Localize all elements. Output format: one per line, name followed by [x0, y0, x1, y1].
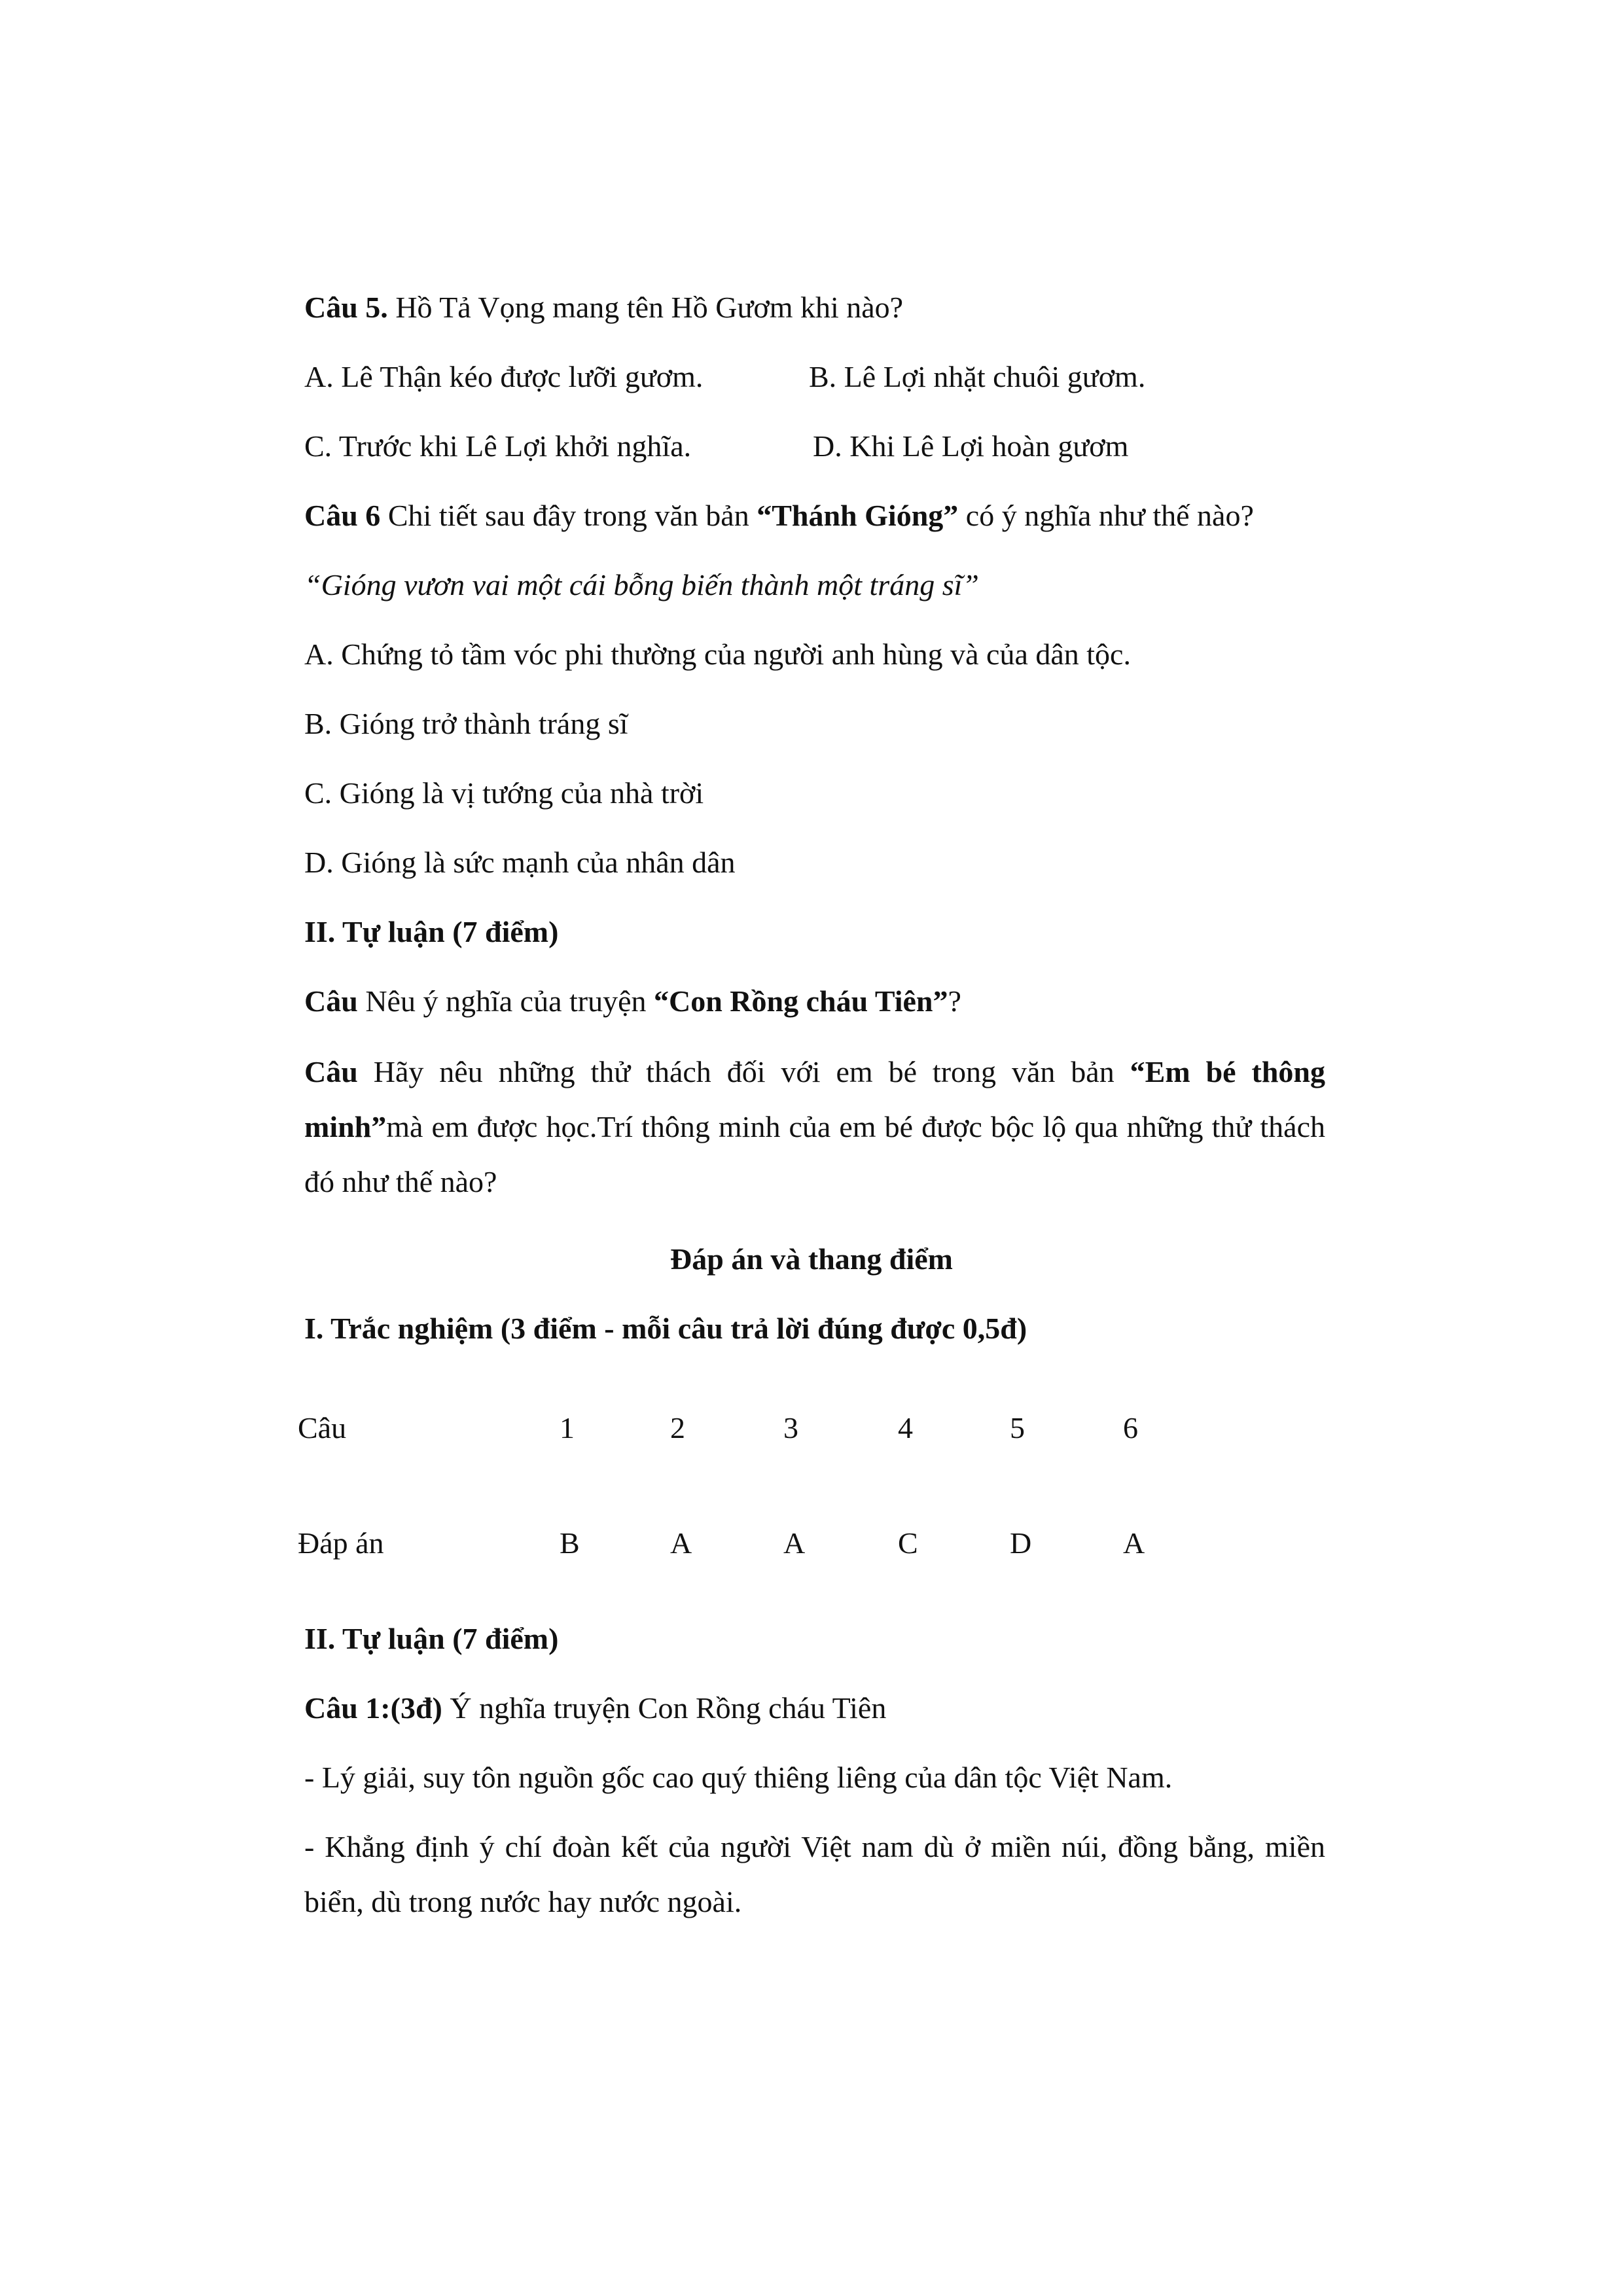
q5-option-c: C. Trước khi Lê Lợi khởi nghĩa. [304, 429, 692, 463]
q5-question [304, 289, 903, 326]
table-number-5: 5 [1010, 1411, 1025, 1444]
table-number-1: 1 [560, 1411, 575, 1444]
table-number-3: 3 [783, 1411, 798, 1444]
q6-text-after: có ý nghĩa như thế nào? [958, 499, 1254, 532]
answer1-text: Ý nghĩa truyện Con Rồng cháu Tiên [442, 1691, 887, 1725]
essay1-title: “Con Rồng cháu Tiên” [654, 984, 948, 1018]
q5-option-d: D. Khi Lê Lợi hoàn gươm [813, 429, 1129, 463]
answer1-label: Câu 1:(3đ) [304, 1691, 442, 1725]
essay2-text-after: mà em được học.Trí thông minh của em bé được bộc lộ qua những thử thách đó như thế nào? [304, 1110, 1325, 1198]
essay-answer-heading: II. Tự luận (7 điểm) [304, 1622, 559, 1655]
table-answer-4: C [898, 1526, 918, 1560]
essay1-text: Nêu ý nghĩa của truyện [357, 984, 654, 1018]
essay-question-1 [304, 983, 961, 1020]
q5-text: Hồ Tả Vọng mang tên Hồ Gươm khi nào? [387, 291, 904, 324]
q5-option-a: A. Lê Thận kéo được lưỡi gươm. [304, 360, 704, 393]
q6-option-d: D. Gióng là sức mạnh của nhân dân [304, 846, 736, 879]
q6-text-before: Chi tiết sau đây trong văn bản [380, 499, 757, 532]
essay2-text-before: Hãy nêu những thử thách đối với em bé trong văn bản [357, 1055, 1130, 1088]
table-number-6: 6 [1123, 1411, 1138, 1444]
essay2-label: Câu [304, 1055, 358, 1088]
table-answer-3: A [783, 1526, 806, 1560]
answer1-heading [304, 1690, 886, 1727]
essay1-label: Câu [304, 984, 358, 1018]
q6-option-c: C. Gióng là vị tướng của nhà trời [304, 776, 704, 810]
essay-heading: II. Tự luận (7 điểm) [304, 915, 559, 948]
q6-question [304, 497, 1254, 534]
essay2-title: “Em bé thông minh” [304, 1055, 1326, 1143]
essay1-end: ? [948, 984, 961, 1018]
q6-title: “Thánh Gióng” [757, 499, 959, 532]
table-number-2: 2 [670, 1411, 685, 1444]
q6-label: Câu 6 [304, 499, 381, 532]
table-answer-5: D [1010, 1526, 1032, 1560]
table-row-label-dap-an: Đáp án [298, 1526, 384, 1560]
mc-heading: I. Trắc nghiệm (3 điểm - mỗi câu trả lời đúng được 0,5đ) [304, 1312, 1027, 1345]
q5-option-b: B. Lê Lợi nhặt chuôi gươm. [809, 360, 1146, 393]
table-answer-1: B [560, 1526, 580, 1560]
table-answer-6: A [1123, 1526, 1145, 1560]
table-row-label-cau: Câu [298, 1411, 347, 1444]
table-number-4: 4 [898, 1411, 913, 1444]
q6-option-a: A. Chứng tỏ tầm vóc phi thường của người anh hùng và của dân tộc. [304, 637, 1131, 671]
answer1-point-2: - Khẳng định ý chí đoàn kết của người Việt nam dù ở miền núi, đồng bằng, miền biển, dù trong nước hay nước ngoài. [304, 1830, 1325, 1918]
q5-label: Câu 5. [304, 291, 388, 324]
table-answer-2: A [670, 1526, 692, 1560]
q6-option-b: B. Gióng trở thành tráng sĩ [304, 707, 628, 740]
answer1-point-1: - Lý giải, suy tôn nguồn gốc cao quý thiêng liêng của dân tộc Việt Nam. [304, 1761, 1173, 1794]
essay-question-2 [304, 1045, 1325, 1210]
answers-title: Đáp án và thang điểm [670, 1242, 953, 1276]
q6-quote: “Gióng vươn vai một cái bỗng biến thành một tráng sĩ” [304, 568, 979, 601]
